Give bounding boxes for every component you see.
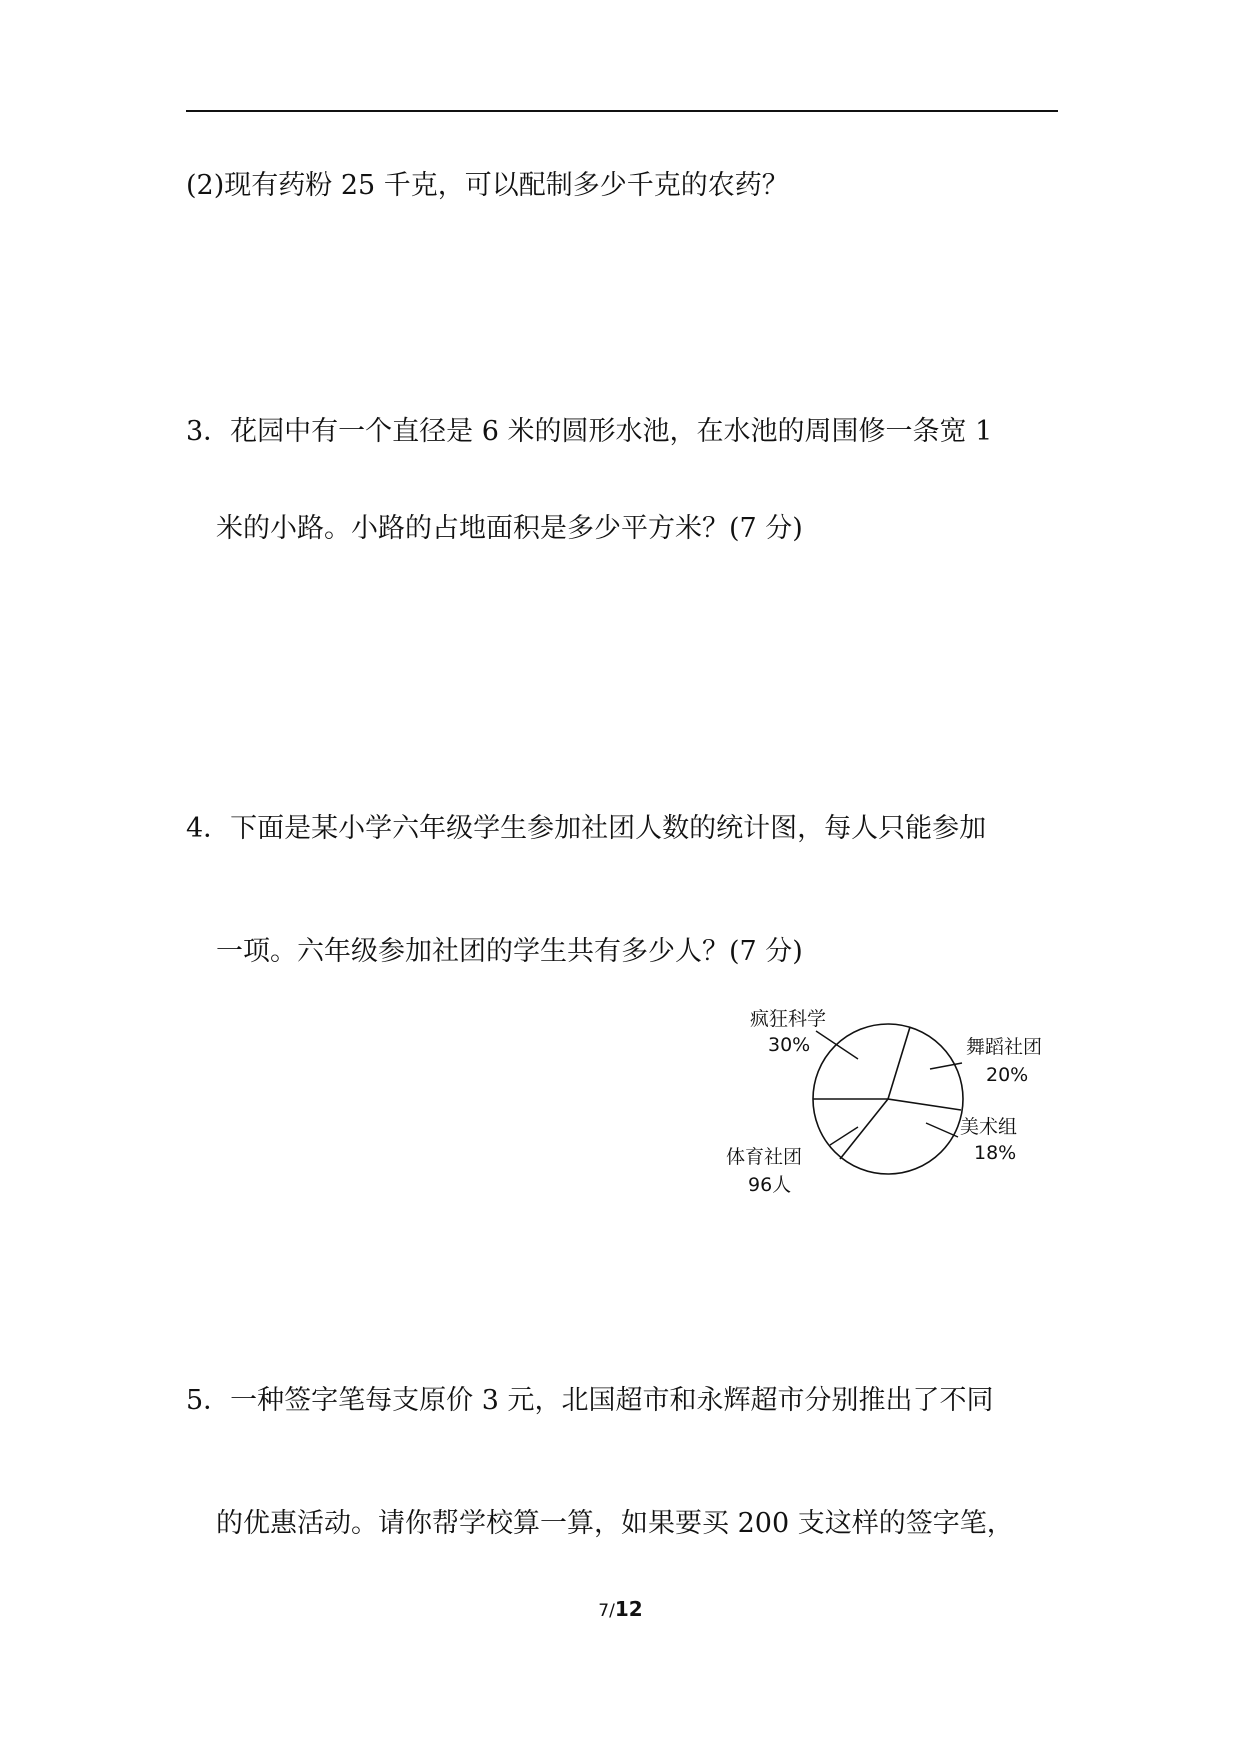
- slice-value-meishu: 18%: [974, 1142, 1017, 1164]
- question-2-part-2: (2)现有药粉 25 千克，可以配制多少千克的农药？: [186, 170, 789, 201]
- leader-kexue: [816, 1031, 858, 1059]
- club-pie-chart: [720, 995, 1080, 1205]
- leader-meishu: [926, 1123, 958, 1137]
- pie-divider-2: [888, 1027, 910, 1099]
- question-3-line-2: 米的小路。小路的占地面积是多少平方米？(7 分): [216, 513, 803, 544]
- slice-label-meishu: 美术组: [960, 1116, 1018, 1138]
- slice-value-wudao: 20%: [986, 1064, 1029, 1086]
- slice-label-kexue: 疯狂科学: [750, 1008, 827, 1030]
- slice-label-tiyu: 体育社团: [726, 1146, 803, 1168]
- slice-value-kexue: 30%: [768, 1034, 811, 1056]
- page-number: 7/: [598, 1601, 615, 1621]
- question-5-line-2: 的优惠活动。请你帮学校算一算，如果要买 200 支这样的签字笔，: [216, 1508, 1014, 1539]
- question-5-line-1: 5．一种签字笔每支原价 3 元，北国超市和永辉超市分别推出了不同: [186, 1385, 994, 1416]
- question-3-line-1: 3．花园中有一个直径是 6 米的圆形水池，在水池的周围修一条宽 1: [186, 416, 993, 447]
- page-total: 12: [614, 1597, 643, 1621]
- pie-divider-4: [840, 1099, 888, 1159]
- header-rule: [186, 110, 1058, 112]
- pie-divider-3: [888, 1099, 961, 1110]
- question-4-line-2: 一项。六年级参加社团的学生共有多少人？(7 分): [216, 936, 803, 967]
- slice-label-wudao: 舞蹈社团: [966, 1036, 1043, 1058]
- slice-value-tiyu: 96人: [748, 1174, 792, 1196]
- page-footer: [0, 1597, 1241, 1621]
- question-4-line-1: 4．下面是某小学六年级学生参加社团人数的统计图，每人只能参加: [186, 813, 987, 844]
